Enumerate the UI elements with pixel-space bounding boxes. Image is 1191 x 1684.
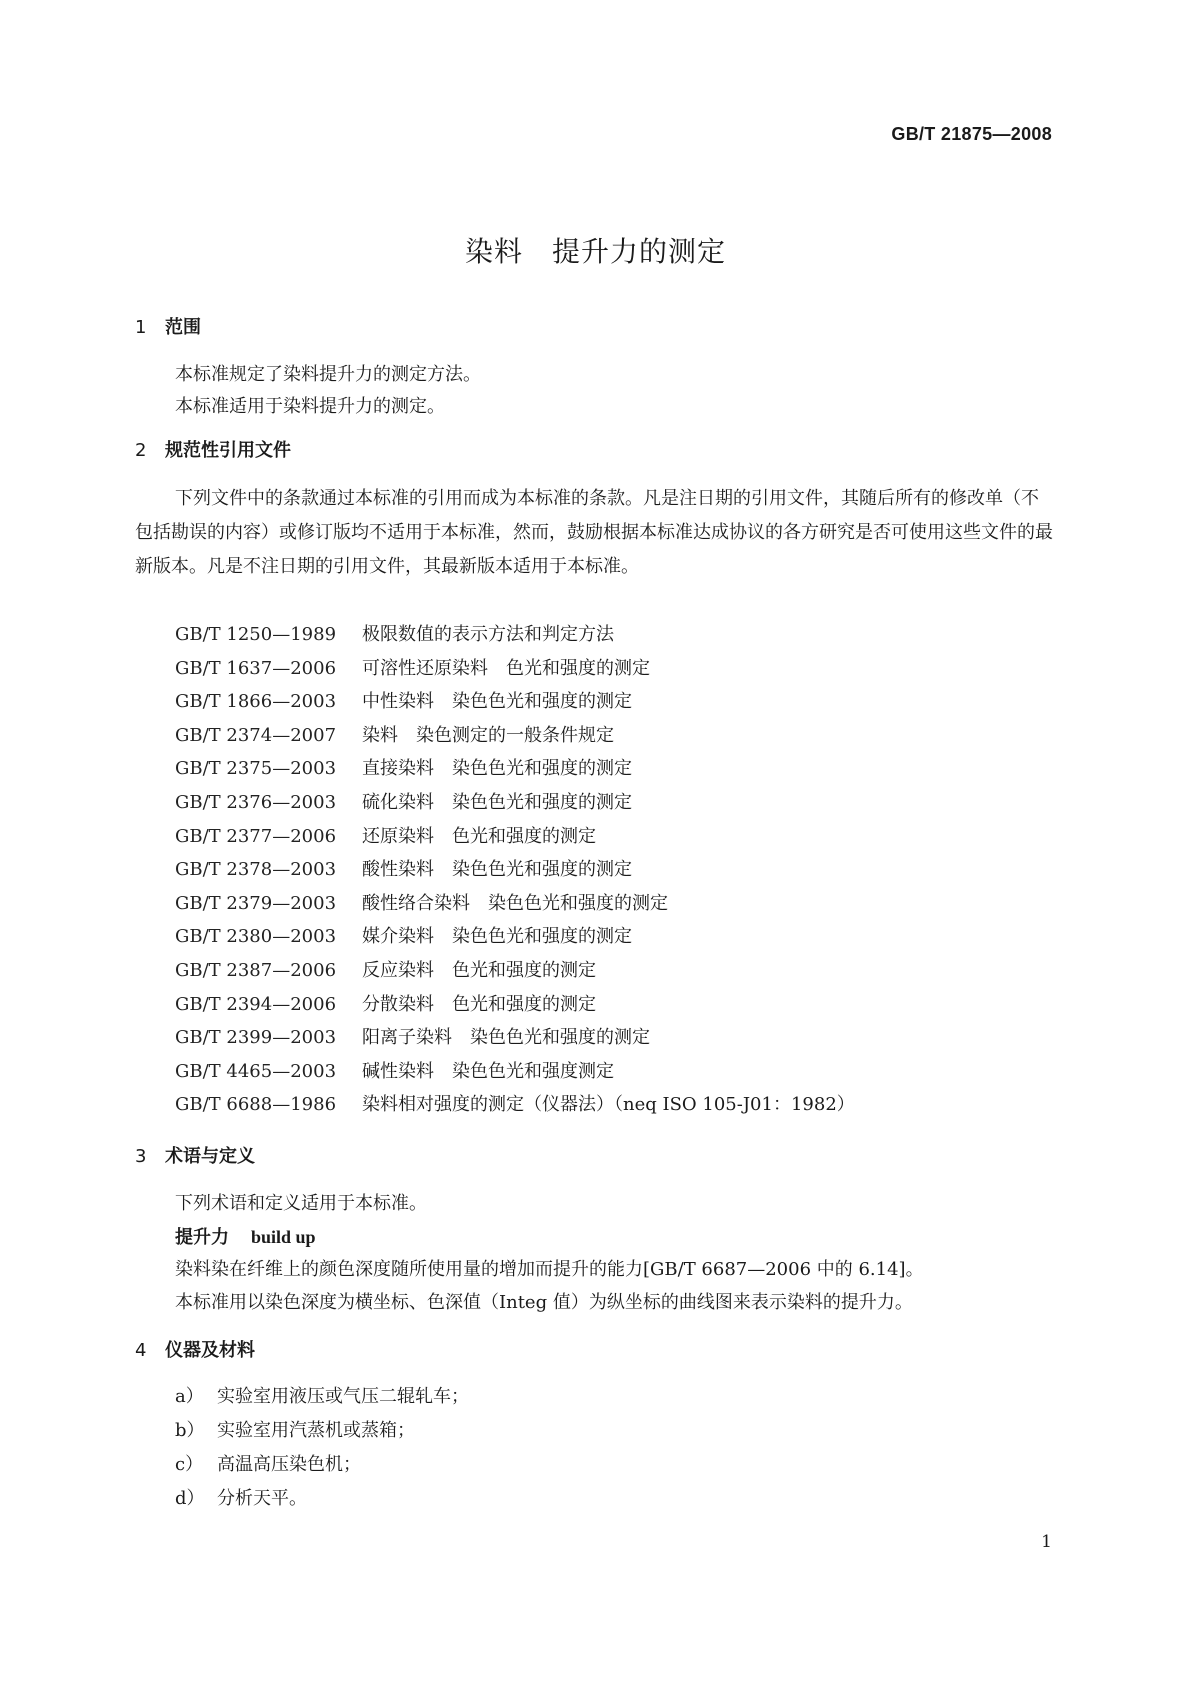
section-2-heading [135, 438, 291, 464]
reference-title: 酸性络合染料 染色色光和强度的测定 [362, 892, 668, 914]
paragraph-text: 下列文件中的条款通过本标准的引用而成为本标准的条款。凡是注日期的引用文件，其随后所有的修改单（不包括勘误的内容）或修订版均不适用于本标准，然而，鼓励根据本标准达成协议的各方研究是否可使用这些文件的最新版本。凡是不注日期的引用文件，其最新版本适用于本标准。 [135, 488, 1053, 577]
equipment-list [175, 1384, 469, 1520]
reference-code: GB/T 2379—2003 [175, 892, 337, 914]
reference-code: GB/T 6688—1986 [175, 1094, 337, 1116]
reference-item [175, 1092, 855, 1126]
reference-item [175, 790, 855, 824]
page-number: 1 [1041, 1532, 1052, 1552]
term-entry [175, 1224, 316, 1251]
list-text: 实验室用汽蒸机或蒸箱； [217, 1420, 415, 1441]
reference-item [175, 656, 855, 690]
document-title: 染料 提升力的测定 [464, 235, 726, 268]
list-item [175, 1452, 469, 1486]
reference-title: 染料相对强度的测定（仪器法）（neq ISO 105-J01：1982） [362, 1094, 855, 1116]
reference-title: 极限数值的表示方法和判定方法 [362, 624, 614, 645]
list-marker: d） [175, 1488, 205, 1509]
reference-code: GB/T 4465—2003 [175, 1060, 337, 1082]
reference-title: 还原染料 色光和强度的测定 [362, 825, 596, 847]
section-title: 术语与定义 [165, 1146, 255, 1167]
reference-code: GB/T 1250—1989 [175, 624, 337, 645]
reference-code: GB/T 1637—2006 [175, 657, 337, 679]
reference-title: 反应染料 色光和强度的测定 [362, 959, 596, 981]
reference-code: GB/T 2394—2006 [175, 993, 337, 1015]
reference-code: GB/T 2377—2006 [175, 825, 337, 847]
list-text: 分析天平。 [217, 1488, 307, 1509]
section-3-heading [135, 1144, 255, 1170]
reference-title: 硫化染料 染色色光和强度的测定 [362, 791, 632, 813]
reference-title: 直接染料 染色色光和强度的测定 [362, 758, 632, 780]
section-number: 4 [135, 1340, 147, 1361]
list-text: 实验室用液压或气压二辊轧车； [217, 1386, 469, 1407]
reference-code: GB/T 2374—2007 [175, 724, 337, 746]
section-number: 1 [135, 317, 147, 338]
reference-title: 可溶性还原染料 色光和强度的测定 [362, 657, 650, 679]
reference-title: 酸性染料 染色色光和强度的测定 [362, 859, 632, 881]
section-1-heading [135, 315, 201, 341]
list-marker: c） [175, 1454, 204, 1475]
section-number: 3 [135, 1146, 147, 1167]
section-title: 仪器及材料 [165, 1340, 255, 1361]
list-marker: a） [175, 1386, 204, 1407]
list-item [175, 1384, 469, 1418]
term-zh: 提升力 [175, 1227, 229, 1248]
reference-code: GB/T 2375—2003 [175, 758, 337, 780]
reference-code: GB/T 2376—2003 [175, 791, 337, 813]
list-item [175, 1418, 469, 1452]
reference-code: GB/T 2380—2003 [175, 926, 337, 948]
section-number: 2 [135, 440, 147, 461]
term-note: 本标准用以染色深度为横坐标、色深值（Integ 值）为纵坐标的曲线图来表示染料的提升力。 [175, 1292, 913, 1313]
reference-code: GB/T 1866—2003 [175, 691, 337, 713]
section-4-heading [135, 1338, 255, 1364]
reference-item [175, 756, 855, 790]
reference-item [175, 824, 855, 858]
reference-code: GB/T 2399—2003 [175, 1027, 337, 1049]
reference-item [175, 622, 855, 656]
reference-item [175, 958, 855, 992]
reference-item [175, 992, 855, 1026]
reference-title: 碱性染料 染色色光和强度测定 [362, 1060, 614, 1082]
reference-item [175, 723, 855, 757]
reference-item [175, 689, 855, 723]
list-text: 高温高压染色机； [217, 1454, 361, 1475]
reference-list [175, 622, 855, 1126]
reference-item [175, 1059, 855, 1093]
list-marker: b） [175, 1420, 205, 1441]
reference-title: 阳离子染料 染色色光和强度的测定 [362, 1027, 650, 1049]
reference-title: 染料 染色测定的一般条件规定 [362, 724, 614, 746]
section-title: 范围 [165, 317, 201, 338]
reference-code: GB/T 2387—2006 [175, 959, 337, 981]
term-en: build up [251, 1227, 316, 1247]
reference-title: 媒介染料 染色色光和强度的测定 [362, 926, 632, 948]
terms-intro: 下列术语和定义适用于本标准。 [175, 1193, 427, 1214]
reference-item [175, 857, 855, 891]
reference-item [175, 924, 855, 958]
document-code: GB/T 21875—2008 [891, 124, 1052, 144]
reference-code: GB/T 2378—2003 [175, 859, 337, 881]
scope-paragraph-1: 本标准规定了染料提升力的测定方法。 [175, 364, 481, 385]
list-item [175, 1486, 469, 1520]
reference-item [175, 1025, 855, 1059]
reference-title: 分散染料 色光和强度的测定 [362, 993, 596, 1015]
normative-references-paragraph [135, 482, 1055, 584]
section-title: 规范性引用文件 [165, 440, 291, 461]
reference-title: 中性染料 染色色光和强度的测定 [362, 691, 632, 713]
reference-item [175, 891, 855, 925]
term-definition: 染料染在纤维上的颜色深度随所使用量的增加而提升的能力[GB/T 6687—2006 中的 6.14]。 [175, 1259, 924, 1280]
scope-paragraph-2: 本标准适用于染料提升力的测定。 [175, 396, 445, 417]
